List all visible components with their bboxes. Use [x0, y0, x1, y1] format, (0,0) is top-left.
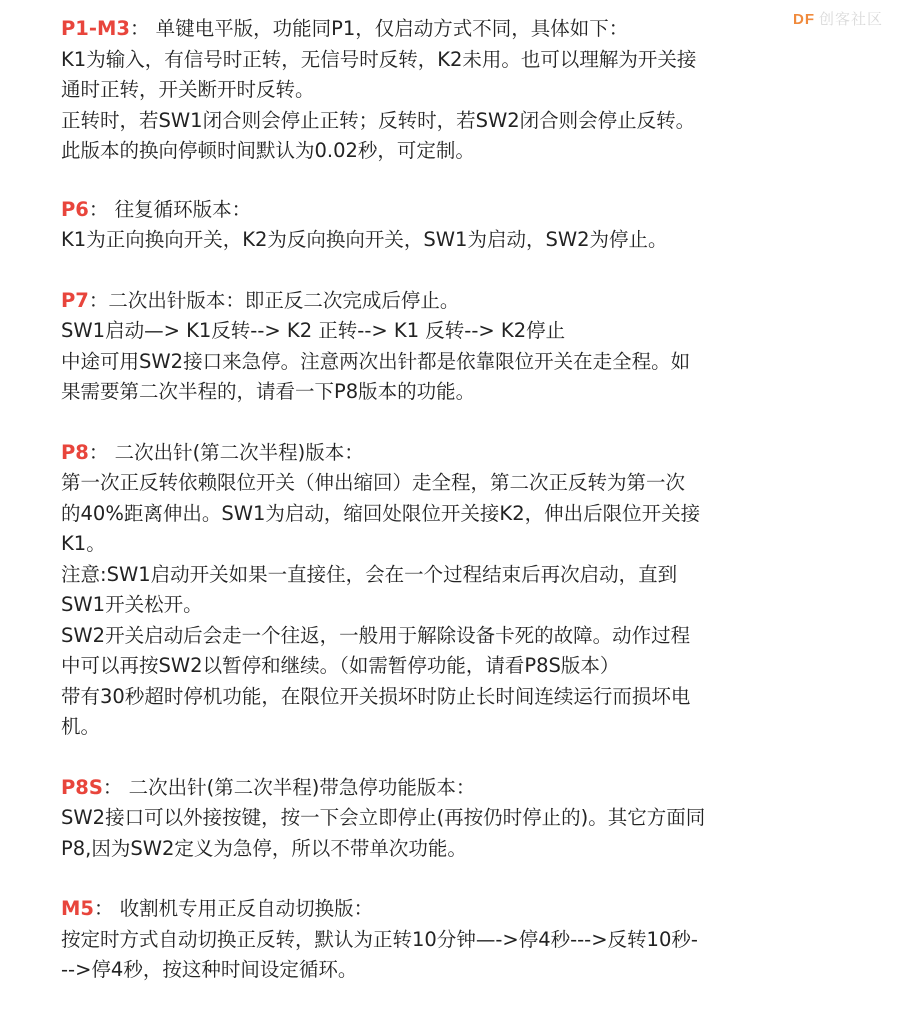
section-title: ： 单键电平版，功能同P1，仅启动方式不同，具体如下： [129, 17, 629, 40]
section-p8 [61, 438, 881, 743]
section-code: P6 [61, 197, 89, 221]
body-line: K1为输入，有信号时正转，无信号时反转，K2未用。也可以理解为开关接 [61, 47, 697, 71]
body-line: SW2开关启动后会走一个往返，一般用于解除设备卡死的故障。动作过程 [61, 623, 691, 647]
body-line: SW1启动—> K1反转--> K2 正转--> K1 反转--> K2停止 [61, 319, 566, 342]
section-p6 [61, 195, 881, 256]
section-heading [61, 14, 881, 45]
section-m5 [61, 894, 881, 986]
section-p7 [61, 286, 881, 408]
body-line: K1为正向换向开关，K2为反向换向开关，SW1为启动，SW2为停止。 [61, 228, 668, 251]
body-line: 按定时方式自动切换正反转，默认为正转10分钟—->停4秒--->反转10秒- [61, 927, 698, 951]
section-p8s [61, 773, 881, 865]
body-line: 此版本的换向停顿时间默认为0.02秒，可定制。 [61, 139, 475, 162]
body-line: 机。 [61, 715, 101, 738]
section-code: P1-M3 [61, 17, 130, 40]
body-line: SW2接口可以外接按键，按一下会立即停止(再按仍时停止的)。其它方面同 [61, 806, 706, 829]
body-line: K1。 [61, 532, 106, 555]
section-title: ： 二次出针(第二次半程)版本： [88, 440, 364, 464]
section-code: P8S [61, 775, 103, 799]
section-code: P8 [61, 440, 89, 464]
watermark-text: 创客社区 [818, 11, 883, 28]
section-heading [61, 286, 881, 317]
document-body [61, 14, 881, 1016]
section-heading [61, 894, 881, 925]
section-title: ： 收割机专用正反自动切换版： [93, 897, 374, 920]
section-title: ： 往复循环版本： [88, 197, 252, 221]
section-heading [61, 773, 881, 804]
body-line: 的40%距离伸出。SW1为启动，缩回处限位开关接K2，伸出后限位开关接 [61, 501, 701, 525]
section-code: M5 [61, 897, 94, 920]
body-line: 注意:SW1启动开关如果一直接住，会在一个过程结束后再次启动，直到 [61, 562, 678, 586]
section-heading [61, 195, 881, 226]
body-line: 中途可用SW2接口来急停。注意两次出针都是依靠限位开关在走全程。如 [61, 349, 691, 373]
section-p1-m3 [61, 14, 881, 167]
body-line: 果需要第二次半程的，请看一下P8版本的功能。 [61, 380, 476, 403]
body-line: -->停4秒，按这种时间设定循环。 [61, 958, 358, 981]
watermark-brand: DF [792, 11, 815, 28]
body-line: 带有30秒超时停机功能，在限位开关损坏时防止长时间连续运行而损坏电 [61, 684, 691, 708]
section-title: ： 二次出针(第二次半程)带急停功能版本： [102, 775, 476, 799]
body-line: P8,因为SW2定义为急停，所以不带单次功能。 [61, 836, 467, 860]
body-line: 第一次正反转依赖限位开关（伸出缩回）走全程，第二次正反转为第一次 [61, 471, 686, 494]
body-line: 正转时，若SW1闭合则会停止正转；反转时，若SW2闭合则会停止反转。 [61, 108, 696, 132]
body-line: SW1开关松开。 [61, 593, 203, 616]
section-code: P7 [61, 288, 89, 312]
body-line: 通时正转，开关断开时反转。 [61, 78, 315, 101]
section-title: ：二次出针版本：即正反二次完成后停止。 [88, 288, 460, 312]
section-heading [61, 438, 881, 469]
body-line: 中可以再按SW2以暂停和继续。（如需暂停功能，请看P8S版本） [61, 654, 620, 677]
